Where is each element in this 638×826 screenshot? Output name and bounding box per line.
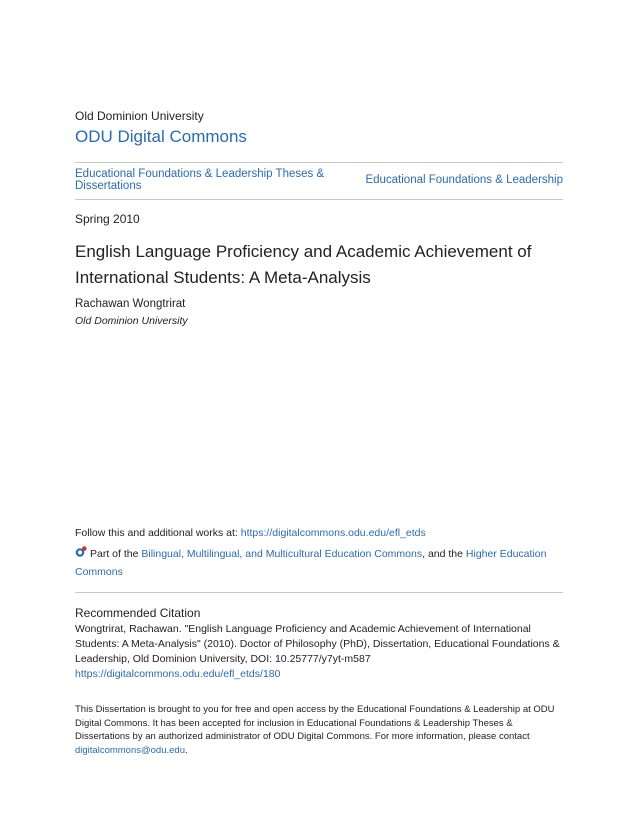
- divider-citation: [75, 592, 563, 593]
- follow-line: [75, 527, 426, 539]
- repository-link[interactable]: ODU Digital Commons: [75, 127, 247, 146]
- bilingual-commons-link[interactable]: Bilingual, Multilingual, and Multicultural Education Commons: [141, 548, 423, 560]
- part-of-line: [75, 545, 563, 581]
- citation-text: Wongtrirat, Rachawan. "English Language Proficiency and Academic Achievement of International Students: A Meta-Analysis" (2010). Doctor of Philosophy (PhD), Dissertation, Educational Foundations & Leadership, Old Dominion University, DOI: 10.25777/y7yt-m587: [75, 623, 560, 665]
- department-link[interactable]: Educational Foundations & Leadership: [365, 174, 563, 186]
- document-title: English Language Proficiency and Academic Achievement of International Students: A Meta-Analysis: [75, 242, 532, 287]
- access-notice-suffix: .: [184, 744, 188, 756]
- citation-heading: Recommended Citation: [75, 606, 201, 620]
- higher-education-commons-link[interactable]: Higher Education Commons: [75, 548, 547, 578]
- bepress-network-icon: [75, 546, 87, 558]
- divider-bottom: [75, 199, 563, 200]
- citation-link[interactable]: https://digitalcommons.odu.edu/efl_etds/180: [75, 668, 281, 680]
- author-name: Rachawan Wongtrirat: [75, 298, 186, 310]
- author-affiliation: Old Dominion University: [75, 315, 188, 327]
- institution-name: Old Dominion University: [75, 109, 204, 123]
- divider-top: [75, 162, 563, 163]
- part-of-middle: , and the: [422, 548, 466, 560]
- citation-block: [75, 622, 563, 682]
- publication-date: Spring 2010: [75, 212, 140, 226]
- follow-link[interactable]: https://digitalcommons.odu.edu/efl_etds: [240, 527, 426, 539]
- access-notice-text: This Dissertation is brought to you for free and open access by the Educational Foundations & Leadership at ODU Digital Commons. It has been accepted for inclusion in Educational Foundations & Leadership Theses & Dissertations by an authorized administrator of ODU Digital Commons. For more information, please contact: [75, 704, 555, 742]
- contact-email-link[interactable]: digitalcommons@odu.edu: [75, 744, 185, 756]
- series-link[interactable]: Educational Foundations & Leadership Theses & Dissertations: [75, 168, 325, 192]
- follow-prefix: Follow this and additional works at:: [75, 527, 241, 539]
- access-notice: [75, 703, 563, 757]
- part-of-prefix: Part of the: [90, 548, 142, 560]
